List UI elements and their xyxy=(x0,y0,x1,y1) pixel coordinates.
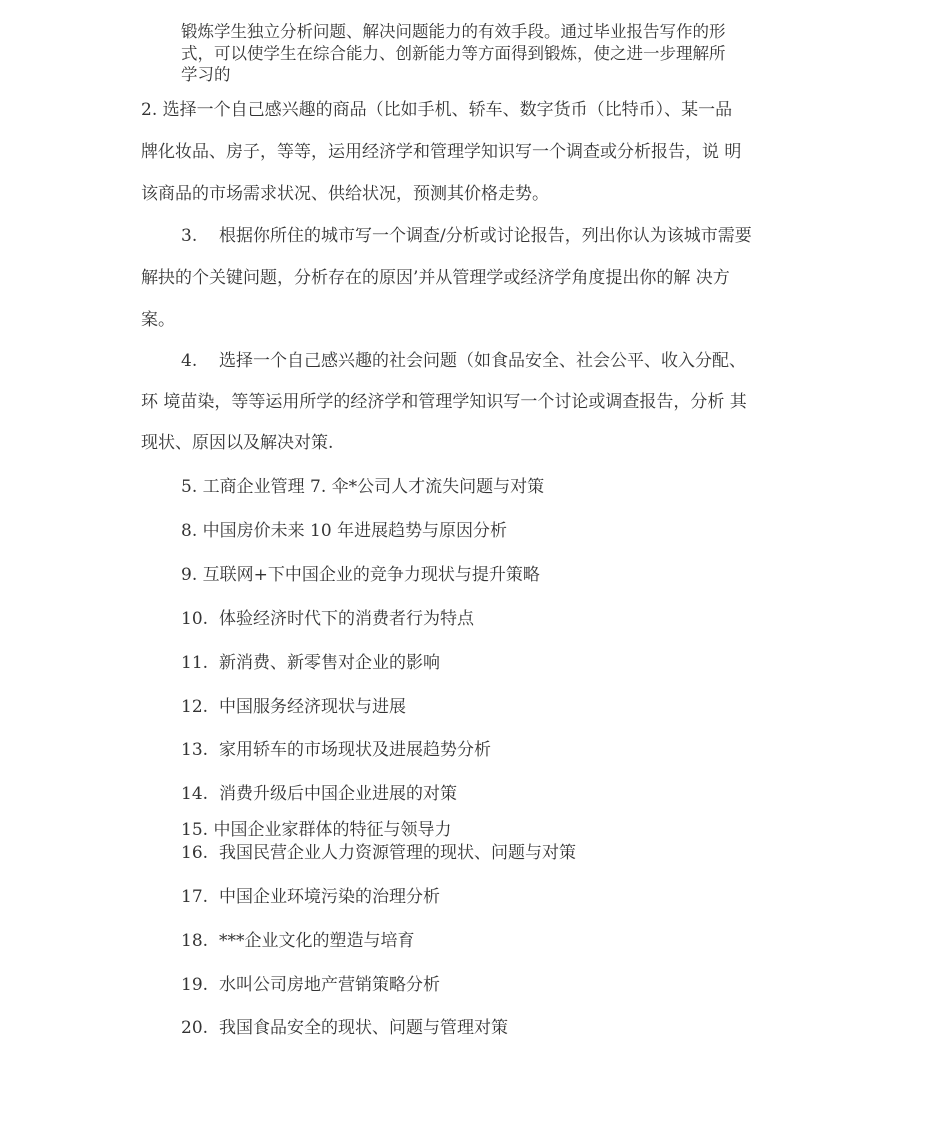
paragraph-2-line-3: 该商品的市场需求状况、供给状况，预测其价格走势。 xyxy=(141,184,549,204)
paragraph-4-line-1 xyxy=(181,351,746,371)
topic-number: 20. xyxy=(181,1018,209,1038)
paragraph-3-line-1 xyxy=(181,226,752,246)
topic-text: 水叫公司房地产营销策略分析 xyxy=(219,975,440,995)
topic-item xyxy=(181,609,474,629)
topic-item xyxy=(181,740,491,760)
paragraph-4-line-3: 现状、原因以及解决对策. xyxy=(141,433,334,453)
paragraph-3-number: 3. xyxy=(181,226,198,246)
topic-text: 15. 中国企业家群体的特征与领导力 xyxy=(181,820,452,840)
topic-text: ***企业文化的塑造与培育 xyxy=(219,931,415,951)
topic-item xyxy=(181,975,440,995)
topic-number: 14. xyxy=(181,784,209,804)
topic-text: 中国服务经济现状与进展 xyxy=(219,697,406,717)
topic-number: 12. xyxy=(181,697,209,717)
paragraph-3-line-3: 案。 xyxy=(141,310,175,330)
topic-item xyxy=(181,784,457,804)
paragraph-4-line-2: 环 境苗染，等等运用所学的经济学和管理学知识写一个讨论或调查报告，分析 其 xyxy=(141,392,747,412)
topic-item xyxy=(181,820,451,840)
paragraph-4-text: 选择一个自己感兴趣的社会问题（如食品安全、社会公平、收入分配、 xyxy=(219,351,746,371)
topic-number: 10. xyxy=(181,609,209,629)
topic-text: 体验经济时代下的消费者行为特点 xyxy=(219,609,474,629)
topic-item xyxy=(181,653,440,673)
topic-text: 8. 中国房价未来 10 年进展趋势与原因分析 xyxy=(181,521,508,541)
topic-number: 11. xyxy=(181,653,209,673)
paragraph-3-text: 根据你所住的城市写一个调查/分析或讨论报告，列出你认为该城市需要 xyxy=(219,226,752,246)
topic-text: 家用轿车的市场现状及进展趋势分析 xyxy=(219,740,491,760)
topic-text: 9. 互联网+下中国企业的竞争力现状与提升策略 xyxy=(181,565,540,585)
topic-text: 中国企业环境污染的治理分析 xyxy=(219,887,440,907)
topic-item xyxy=(181,477,544,497)
topic-number: 18. xyxy=(181,931,209,951)
topic-text: 5. 工商企业管理 7. 伞*公司人才流失问题与对策 xyxy=(181,477,545,497)
intro-line-1: 锻炼学生独立分析问题、解决问题能力的有效手段。通过毕业报告写作的形 xyxy=(181,22,726,41)
topic-item xyxy=(181,565,540,585)
topic-item xyxy=(181,521,507,541)
topic-item xyxy=(181,887,440,907)
topic-item xyxy=(181,931,415,951)
topic-number: 13. xyxy=(181,740,209,760)
topic-number: 19. xyxy=(181,975,209,995)
topic-item xyxy=(181,843,576,863)
topic-text: 新消费、新零售对企业的影响 xyxy=(219,653,440,673)
topic-text: 消费升级后中国企业进展的对策 xyxy=(219,784,457,804)
topic-number: 17. xyxy=(181,887,209,907)
topic-item xyxy=(181,1018,508,1038)
paragraph-2-line-1: 2. 选择一个自己感兴趣的商品（比如手机、轿车、数字货币（比特币）、某一品 xyxy=(141,100,733,120)
topic-number: 16. xyxy=(181,843,209,863)
intro-line-3: 学习的 xyxy=(181,65,231,84)
topic-text: 我国民营企业人力资源管理的现状、问题与对策 xyxy=(219,843,576,863)
topic-text: 我国食品安全的现状、问题与管理对策 xyxy=(219,1018,508,1038)
intro-line-2: 式，可以使学生在综合能力、创新能力等方面得到锻炼，使之进一步理解所 xyxy=(181,44,726,63)
paragraph-4-number: 4. xyxy=(181,351,198,371)
paragraph-2-line-2: 牌化妆品、房子，等等，运用经济学和管理学知识写一个调查或分析报告，说 明 xyxy=(141,142,742,162)
paragraph-3-line-2: 解抉的个关键问题，分析存在的原因’并从管理学或经济学角度提出你的解 决方 xyxy=(141,268,730,288)
topic-item xyxy=(181,697,406,717)
